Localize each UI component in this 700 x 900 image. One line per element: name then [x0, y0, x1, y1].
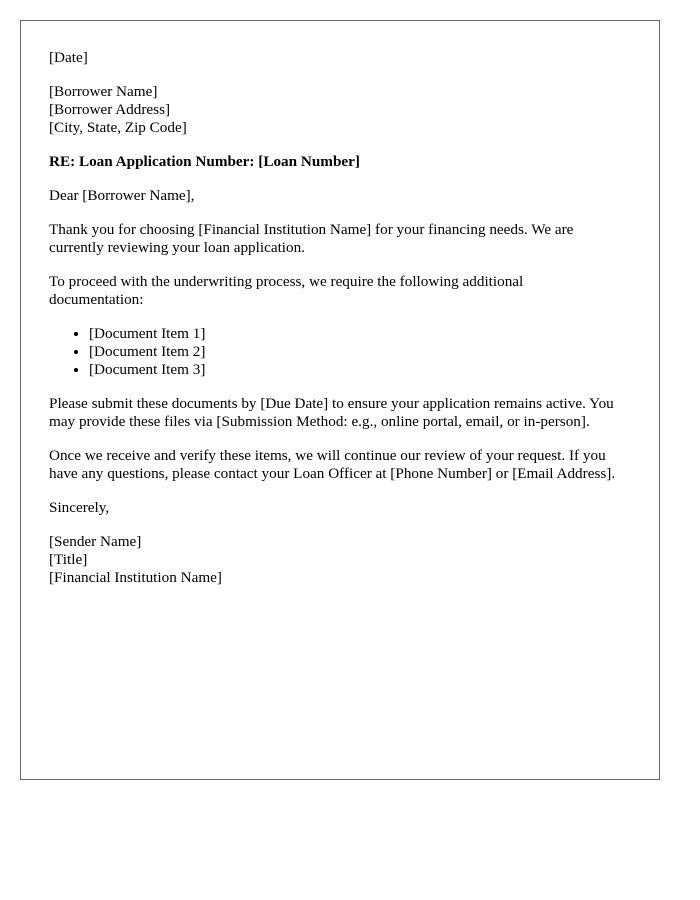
document-list — [49, 325, 621, 379]
sender-name: [Sender Name] — [49, 533, 142, 550]
paragraph-intro: Thank you for choosing [Financial Institution Name] for your financing needs. We are currently reviewing your loan application. — [49, 221, 574, 256]
recipient-name: [Borrower Name] — [49, 83, 158, 100]
paragraph-submission: Please submit these documents by [Due Date] to ensure your application remains active. You may provide these files via [Submission Method: e.g., online portal, email, or in-person]. — [49, 395, 614, 430]
list-item: • [Document Item 2] — [89, 343, 621, 361]
date-line — [49, 49, 621, 67]
paragraph-requirements: To proceed with the underwriting process, we require the following additional documentation: — [49, 273, 524, 308]
paragraph-contact: Once we receive and verify these items, we will continue our review of your request. If you have any questions, please contact your Loan Officer at [Phone Number] or [Email Address]. — [49, 447, 616, 482]
list-item: • [Document Item 3] — [89, 361, 621, 379]
recipient-address-block — [49, 83, 621, 137]
sender-institution: [Financial Institution Name] — [49, 569, 222, 586]
recipient-city-state-zip: [City, State, Zip Code] — [49, 119, 187, 136]
signature-block — [49, 533, 621, 587]
list-item: • [Document Item 1] — [89, 325, 621, 343]
sender-title: [Title] — [49, 551, 88, 568]
salutation: Dear [Borrower Name], — [49, 187, 195, 204]
recipient-address: [Borrower Address] — [49, 101, 171, 118]
closing: Sincerely, — [49, 499, 110, 516]
subject-line: RE: Loan Application Number: [Loan Number] — [49, 153, 360, 170]
letter-body — [49, 49, 621, 603]
letter-page — [20, 20, 660, 780]
date: [Date] — [49, 49, 88, 66]
